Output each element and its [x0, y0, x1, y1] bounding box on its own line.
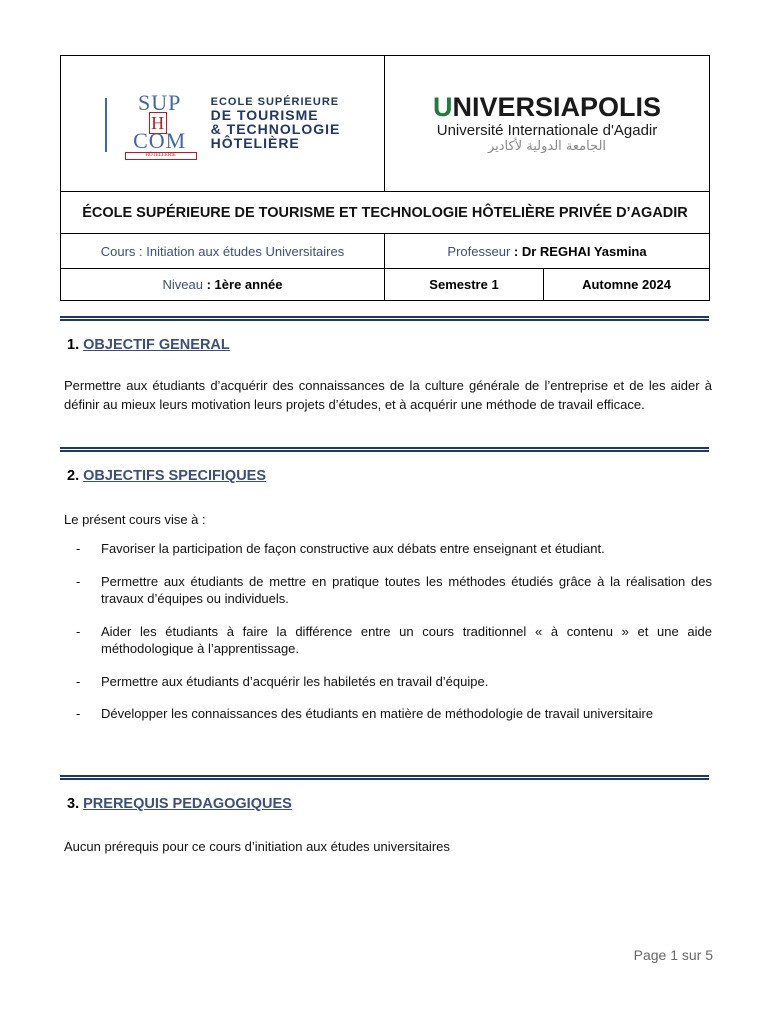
logo-mark-top: SUP: [137, 89, 182, 115]
logo-side-bar: [105, 98, 113, 152]
section-title-link[interactable]: OBJECTIF GENERAL: [83, 337, 230, 353]
course-cell: Cours : Initiation aux études Universitaires: [61, 234, 385, 269]
section-title-link[interactable]: OBJECTIFS SPECIFIQUES: [83, 468, 267, 484]
logo-line-2: DE TOURISME: [210, 107, 319, 123]
list-item: - Permettre aux étudiants de mettre en pratique toutes les méthodes étudiés grâce à la réalisation des travaux d’équipes ou individuels.: [76, 573, 712, 606]
section-divider: [60, 447, 709, 452]
logo-mark-band: HÔTELLERIE: [125, 152, 197, 160]
logo-mark-mid: H: [149, 112, 167, 134]
list-item: - Permettre aux étudiants d’acquérir les habiletés en travail d’équipe.: [76, 673, 489, 689]
section-1-text: Permettre aux étudiants d’acquérir des connaissances de la culture générale de l’entreprise et de les aider à définir au mieux leurs motivation leurs projets d’études, et à acquérir une méthode de travail efficace.: [64, 378, 712, 412]
section-3-heading: [67, 796, 292, 812]
university-name: UNIVERSIAPOLIS: [432, 92, 662, 122]
suphcom-wordmark: [211, 97, 341, 150]
list-item: - Favoriser la participation de façon constructive aux débats entre enseignant et étudiant.: [76, 541, 605, 556]
university-logo-cell: [385, 56, 710, 192]
section-divider: [60, 316, 709, 321]
school-logo-cell: [61, 56, 385, 192]
section-number: 1.: [67, 337, 80, 353]
logo-mark-bottom: COM: [133, 127, 187, 153]
suphcom-mark: [105, 89, 205, 158]
semester-cell: Semestre 1: [385, 269, 544, 301]
logo-line-4: HÔTELIÈRE: [210, 135, 300, 151]
suphcom-logo: [61, 89, 384, 158]
page-number: Page 1 sur 5: [633, 947, 713, 963]
header-table: [60, 55, 710, 301]
logo-line-3: & TECHNOLOGIE: [210, 121, 341, 137]
professor-cell: [385, 234, 710, 269]
section-2-heading: [67, 468, 266, 484]
section-2-intro: Le présent cours vise à :: [64, 512, 206, 527]
objectives-list: [64, 540, 712, 738]
list-item: - Aider les étudiants à faire la différence entre un cours traditionnel « à contenu » et une aide méthodologique à l’apprentissage.: [76, 623, 712, 656]
university-subtitle: Université Internationale d'Agadir: [436, 122, 658, 139]
level-cell: [61, 269, 385, 301]
professor-name: : Dr REGHAI Yasmina: [513, 243, 647, 259]
season-cell: Automne 2024: [544, 269, 710, 301]
list-item: - Développer les connaissances des étudiants en matière de méthodologie de travail universitaire: [76, 706, 654, 721]
level-value: : 1ère année: [206, 277, 283, 292]
level-label: Niveau: [162, 277, 203, 292]
section-3-text: Aucun prérequis pour ce cours d’initiation aux études universitaires: [64, 839, 450, 854]
section-number: 3.: [67, 796, 80, 812]
school-title: ÉCOLE SUPÉRIEURE DE TOURISME ET TECHNOLOGIE HÔTELIÈRE PRIVÉE D’AGADIR: [61, 192, 710, 234]
section-divider: [60, 775, 709, 780]
logo-line-1: ECOLE SUPÉRIEURE: [210, 96, 340, 108]
universiapolis-logo: [385, 94, 709, 153]
section-title-link[interactable]: PREREQUIS PEDAGOGIQUES: [83, 796, 292, 812]
section-1-heading: [67, 337, 230, 353]
university-arabic-name: الجامعة الدولية لأكادير: [487, 139, 607, 154]
professor-label: Professeur: [447, 243, 511, 259]
section-number: 2.: [67, 468, 80, 484]
